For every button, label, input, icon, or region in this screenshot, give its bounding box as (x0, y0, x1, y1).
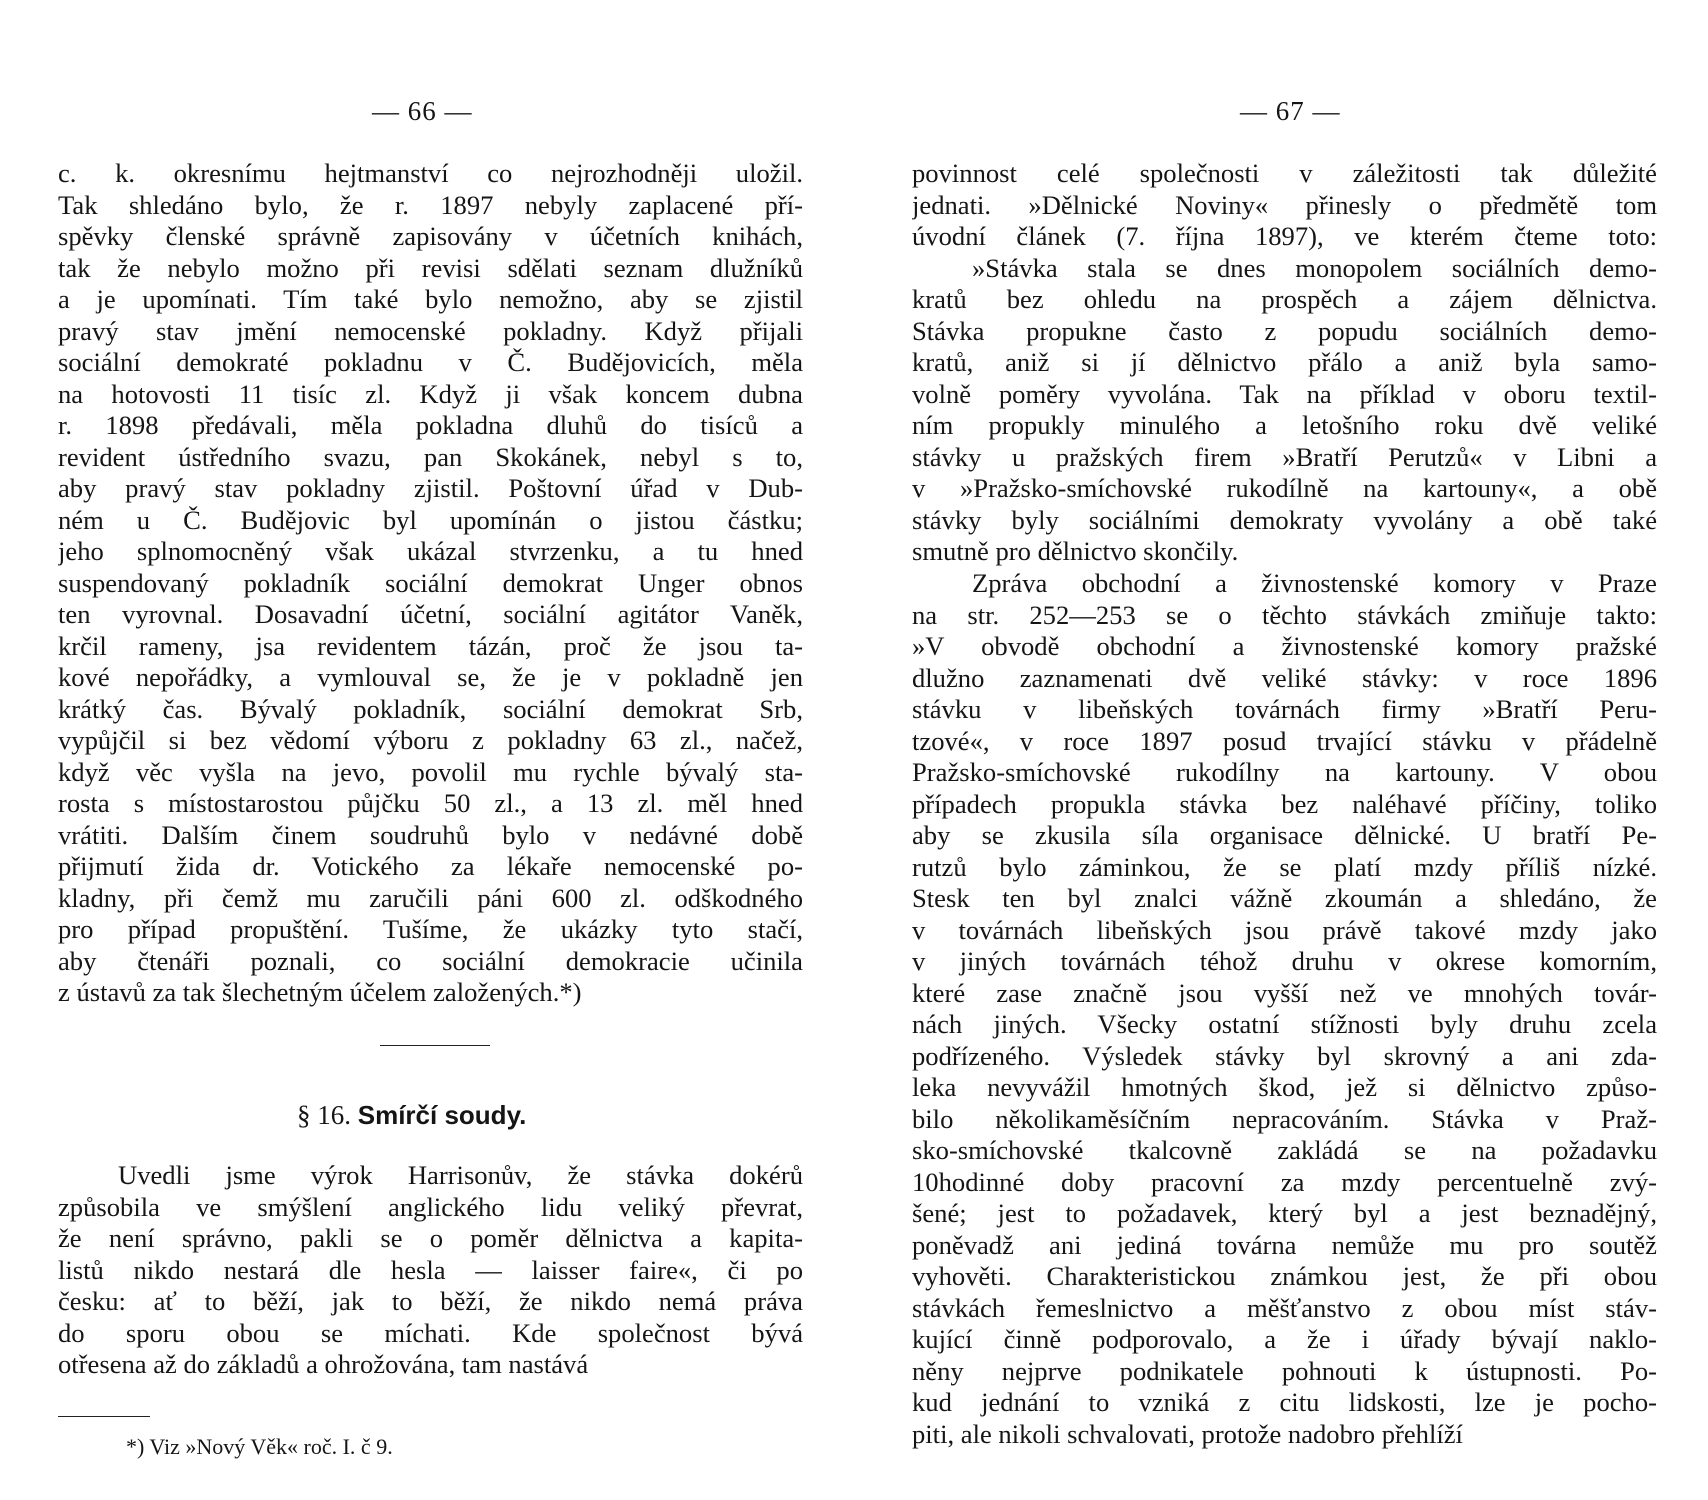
text-line: c. k. okresnímu hejtmanství co nejrozhodněji uložil. (58, 158, 803, 188)
section-number: § 16. (297, 1100, 351, 1130)
page-number: — 67 — (1240, 96, 1341, 126)
text-line: krčil rameny, jsa revidentem tázán, proč že jsou ta- (58, 630, 803, 661)
text-line: krátký čas. Bývalý pokladník, sociální demokrat Srb, (58, 693, 803, 724)
text-line: sociální demokraté pokladnu v Č. Budějovicích, měla (58, 347, 803, 377)
text-line: r. 1898 předávali, měla pokladna dluhů do tisíců a (58, 410, 803, 440)
text-line: stávky u pražských firem »Bratří Perutzů« v Libni a (912, 441, 1657, 472)
text-line: nách jiných. Všecky ostatní stížnosti byly druhu zcela (912, 1009, 1657, 1039)
text-line: na hotovosti 11 tisíc zl. Když ji však koncem dubna (58, 378, 803, 409)
text-line: stávkách řemeslnictvo a měšťanstvo z obou míst stáv- (912, 1292, 1657, 1323)
footnote-rule (58, 1416, 150, 1417)
text-line: z ústavů za tak šlechetným účelem založených.*) (58, 977, 582, 1007)
text-line: případech propukla stávka bez naléhavé příčiny, toliko (912, 788, 1657, 819)
text-line: vyhověti. Charakteristickou známkou jest, že při obou (912, 1261, 1657, 1291)
text-line: listů nikdo nestará dle hesla — laisser faire«, či po (58, 1254, 803, 1285)
text-line: Stávka propukne často z popudu sociálních demo- (912, 315, 1657, 346)
text-line: tak že nebylo možno při revisi sdělati seznam dlužníků (58, 252, 803, 283)
text-line: smutně pro dělnictvo skončily. (912, 536, 1239, 566)
text-line: aby se zkusila síla organisace dělnické. U bratří Pe- (912, 820, 1657, 850)
text-line: česku: ať to běží, jak to běží, že nikdo nemá práva (58, 1286, 803, 1316)
text-line: volně poměry vyvolána. Tak na příklad v oboru textil- (912, 378, 1657, 409)
right-page (854, 0, 1708, 1500)
text-line: piti, ale nikoli schvalovati, protože nadobro přehlíží (912, 1418, 1463, 1449)
text-line: Tak shledáno bylo, že r. 1897 nebyly zaplacené pří- (58, 189, 803, 220)
text-line: rutzů bylo záminkou, že se platí mzdy příliš nízké. (912, 851, 1657, 882)
text-line: kové nepořádky, a vymlouval se, že je v pokladně jen (58, 662, 803, 692)
footnote: *) Viz »Nový Věk« roč. I. č 9. (126, 1434, 393, 1459)
text-line: v továrnách libeňských jsou právě takové mzdy jako (912, 914, 1657, 945)
text-line: suspendovaný pokladník sociální demokrat Unger obnos (58, 567, 803, 598)
text-line: úvodní článek (7. října 1897), ve kterém čteme toto: (912, 221, 1657, 251)
text-line: v »Pražsko-smíchovské rukodílně na kartouny«, a obě (912, 473, 1657, 503)
text-line: ním propukly minulého a letošního roku dvě veliké (912, 410, 1657, 440)
text-line: Zpráva obchodní a živnostenské komory v Praze (972, 568, 1657, 598)
text-line: podřízeného. Výsledek stávky byl skrovný a ani zda- (912, 1040, 1657, 1071)
text-line: Uvedli jsme výrok Harrisonův, že stávka dokérů (118, 1160, 803, 1190)
text-line: dlužno zaznamenati dvě veliké stávky: v roce 1896 (912, 662, 1657, 693)
text-line: přijmutí žida dr. Votického za lékaře nemocenské po- (58, 851, 803, 881)
text-line: aby čtenáři poznali, co sociální demokracie učinila (58, 945, 803, 976)
text-line: když věc vyšla na jevo, povolil mu rychle bývalý sta- (58, 756, 803, 787)
text-line: stávku v libeňských továrnách firmy »Bratří Peru- (912, 694, 1657, 724)
text-line: kratů bez ohledu na prospěch a zájem dělnictva. (912, 284, 1657, 314)
text-line: něny nejprve podnikatele pohnouti k ústupnosti. Po- (912, 1355, 1657, 1386)
text-line: rosta s místostarostou půjčku 50 zl., a 13 zl. měl hned (58, 788, 803, 818)
text-line: »V obvodě obchodní a živnostenské komory pražské (912, 631, 1657, 661)
text-line: vrátiti. Dalším činem soudruhů bylo v nedávné době (58, 819, 803, 850)
text-line: povinnost celé společnosti v záležitosti tak důležité (912, 158, 1657, 188)
text-line: na str. 252—253 se o těchto stávkách zmiňuje takto: (912, 599, 1657, 630)
text-line: tzové«, v roce 1897 posud trvající stávku v přádelně (912, 725, 1657, 756)
section-heading (297, 1098, 526, 1132)
text-line: a je upomínati. Tím také bylo nemožno, aby se zjistil (58, 284, 803, 314)
text-line: ten vyrovnal. Dosavadní účetní, sociální agitátor Vaněk, (58, 599, 803, 629)
text-line: sko-smíchovské tkalcovně zakládá se na požadavku (912, 1135, 1657, 1165)
text-line: leka nevyvážil hmotných škod, jež si dělnictvo způso- (912, 1072, 1657, 1102)
text-line: kující činně podporovalo, a že i úřady bývají naklo- (912, 1324, 1657, 1354)
text-line: poněvadž ani jediná továrna nemůže mu pro soutěž (912, 1229, 1657, 1260)
text-line: způsobila ve smýšlení anglického lidu veliký převrat, (58, 1191, 803, 1222)
text-line: v jiných továrnách téhož druhu v okrese komorním, (912, 946, 1657, 976)
text-line: kladny, při čemž mu zaručili páni 600 zl. odškodného (58, 882, 803, 913)
left-paragraph-2 (58, 1160, 803, 1381)
text-line: otřesena až do základů a ohrožována, tam nastává (58, 1349, 589, 1379)
text-line: spěvky členské správně zapisovány v účetních knihách, (58, 221, 803, 251)
text-line: pro případ propuštění. Tušíme, že ukázky tyto stačí, (58, 914, 803, 944)
text-line: aby pravý stav pokladny zjistil. Poštovní úřad v Dub- (58, 473, 803, 503)
text-line: jeho splnomocněný však ukázal stvrzenku, a tu hned (58, 536, 803, 566)
text-line: »Stávka stala se dnes monopolem sociálních demo- (972, 252, 1657, 283)
right-paragraph-1 (912, 158, 1657, 568)
text-line: revident ústředního svazu, pan Skokánek, nebyl s to, (58, 441, 803, 472)
text-line: jednati. »Dělnické Noviny« přinesly o předmětě tom (912, 189, 1657, 220)
section-separator (380, 1045, 490, 1046)
text-line: ném u Č. Budějovic byl upomínán o jistou částku; (58, 504, 803, 535)
text-line: které zase značně jsou vyšší než ve mnohých továr- (912, 977, 1657, 1008)
page-number: — 66 — (372, 96, 473, 126)
text-line: kratů, aniž si jí dělnictvo přálo a aniž byla samo- (912, 347, 1657, 377)
text-line: že není správno, pakli se o poměr dělnictva a kapita- (58, 1223, 803, 1253)
text-line: 10hodinné doby pracovní za mzdy percentuelně zvý- (912, 1166, 1657, 1197)
right-paragraph-2 (912, 568, 1657, 1450)
text-line: stávky byly sociálními demokraty vyvolány a obě také (912, 504, 1657, 535)
section-title: Smírčí soudy. (357, 1100, 527, 1130)
text-line: vypůjčil si bez vědomí výboru z pokladny 63 zl., načež, (58, 725, 803, 755)
text-line: Stesk ten byl znalci vážně zkoumán a shledáno, že (912, 883, 1657, 913)
left-paragraph-1 (58, 158, 803, 1009)
text-line: do sporu obou se míchati. Kde společnost bývá (58, 1317, 803, 1348)
text-line: Pražsko-smíchovské rukodílny na kartouny. V obou (912, 757, 1657, 787)
text-line: šené; jest to požadavek, který byl a jest beznadějný, (912, 1198, 1657, 1228)
text-line: pravý stav jmění nemocenské pokladny. Když přijali (58, 315, 803, 346)
text-line: bilo několikaměsíčním nepracováním. Stávka v Praž- (912, 1103, 1657, 1134)
text-line: kud jednání to vzniká z citu lidskosti, lze je pocho- (912, 1387, 1657, 1417)
